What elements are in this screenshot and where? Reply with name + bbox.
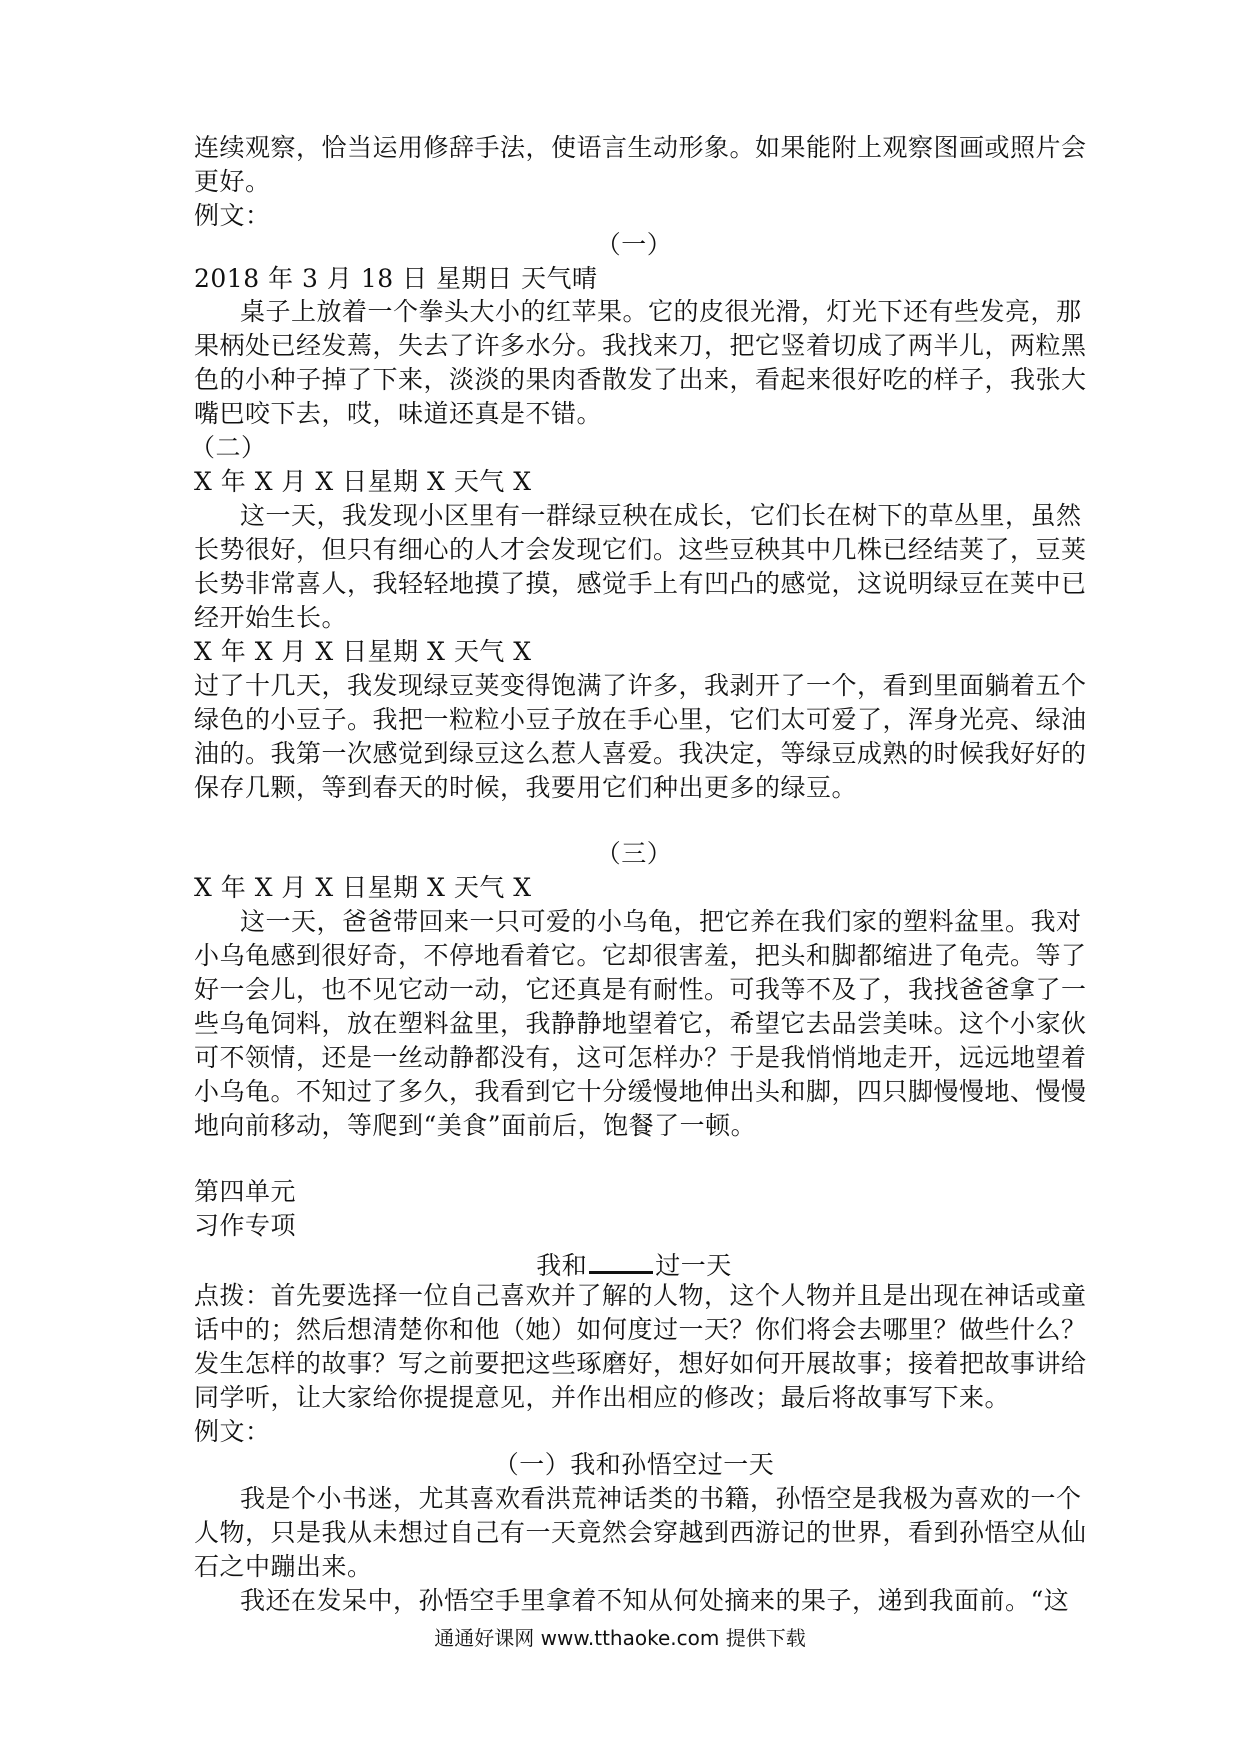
text-line: 小乌龟。不知过了多久，我看到它十分缓慢地伸出头和脚，四只脚慢慢地、慢慢 [194,1077,1087,1106]
text-line: 石之中蹦出来。 [194,1552,373,1581]
text-line: 连续观察，恰当运用修辞手法，使语言生动形象。如果能附上观察图画或照片会 [194,133,1087,162]
topic-prefix: 我和 [536,1251,588,1280]
text-line: 桌子上放着一个拳头大小的红苹果。它的皮很光滑，灯光下还有些发亮，那 [240,297,1082,326]
diary-date: X 年 X 月 X 日星期 X 天气 X [194,467,532,496]
text-line: 可不领情，还是一丝动静都没有，这可怎样办？于是我悄悄地走开，远远地望着 [194,1043,1087,1072]
text-line: 地向前移动，等爬到“美食”面前后，饱餐了一顿。 [194,1111,757,1140]
text-line: 油的。我第一次感觉到绿豆这么惹人喜爱。我决定，等绿豆成熟的时候我好好的 [194,739,1087,768]
text-line: 我是个小书迷，尤其喜欢看洪荒神话类的书籍，孙悟空是我极为喜欢的一个 [240,1484,1082,1513]
text-line: 长势很好，但只有细心的人才会发现它们。这些豆秧其中几株已经结荚了，豆荚 [194,535,1087,564]
fill-in-blank [589,1245,653,1274]
diary-date: X 年 X 月 X 日星期 X 天气 X [194,637,532,666]
text-line: 这一天，我发现小区里有一群绿豆秧在成长，它们长在树下的草丛里，虽然 [240,501,1082,530]
section-heading-1: （一） [595,230,673,259]
example-label: 例文： [194,1417,271,1446]
section-heading-2: （二） [190,433,267,462]
topic-suffix: 过一天 [655,1251,732,1280]
text-line: 人物，只是我从未想过自己有一天竟然会穿越到西游记的世界，看到孙悟空从仙 [194,1518,1087,1547]
unit-title: 第四单元 [194,1177,297,1206]
diary-date: 2018 年 3 月 18 日 星期日 天气晴 [194,264,598,293]
text-line: 过了十几天，我发现绿豆荚变得饱满了许多，我剥开了一个，看到里面躺着五个 [194,671,1087,700]
text-line: 长势非常喜人，我轻轻地摸了摸，感觉手上有凹凸的感觉，这说明绿豆在荚中已 [194,569,1087,598]
text-line: 小乌龟感到很好奇，不停地看着它。它却很害羞，把头和脚都缩进了龟壳。等了 [194,941,1087,970]
text-line: 些乌龟饲料，放在塑料盆里，我静静地望着它，希望它去品尝美味。这个小家伙 [194,1009,1087,1038]
text-line: 果柄处已经发蔫，失去了许多水分。我找来刀，把它竖着切成了两半儿，两粒黑 [194,331,1087,360]
text-line: 嘴巴咬下去，哎，味道还真是不错。 [194,399,603,428]
text-line: 保存几颗，等到春天的时候，我要用它们种出更多的绿豆。 [194,773,858,802]
essay-topic [194,1245,1074,1283]
text-line: 好一会儿，也不见它动一动，它还真是有耐性。可我等不及了，我找爸爸拿了一 [194,975,1087,1004]
text-line: 色的小种子掉了下来，淡淡的果肉香散发了出来，看起来很好吃的样子，我张大 [194,365,1087,394]
example-label: 例文： [194,201,271,230]
text-line: 我还在发呆中，孙悟空手里拿着不知从何处摘来的果子，递到我面前。“这 [240,1586,1070,1615]
diary-date: X 年 X 月 X 日星期 X 天气 X [194,873,532,902]
tip-line: 点拨：首先要选择一位自己喜欢并了解的人物，这个人物并且是出现在神话或童 [194,1281,1087,1310]
text-line: 这一天，爸爸带回来一只可爱的小乌龟，把它养在我们家的塑料盆里。我对 [240,907,1082,936]
section-heading-3: （三） [595,839,673,868]
essay-title: （一）我和孙悟空过一天 [493,1450,775,1479]
page-footer: 通通好课网 www.tthaoke.com 提供下载 [434,1626,806,1650]
tip-line: 发生怎样的故事？写之前要把这些琢磨好，想好如何开展故事；接着把故事讲给 [194,1349,1087,1378]
text-line: 绿色的小豆子。我把一粒粒小豆子放在手心里，它们太可爱了，浑身光亮、绿油 [194,705,1087,734]
text-line: 更好。 [194,167,271,196]
unit-subtitle: 习作专项 [194,1211,297,1240]
tip-line: 话中的；然后想清楚你和他（她）如何度过一天？你们将会去哪里？做些什么？ [194,1315,1087,1344]
tip-line: 同学听，让大家给你提提意见，并作出相应的修改；最后将故事写下来。 [194,1383,1011,1412]
text-line: 经开始生长。 [194,603,348,632]
